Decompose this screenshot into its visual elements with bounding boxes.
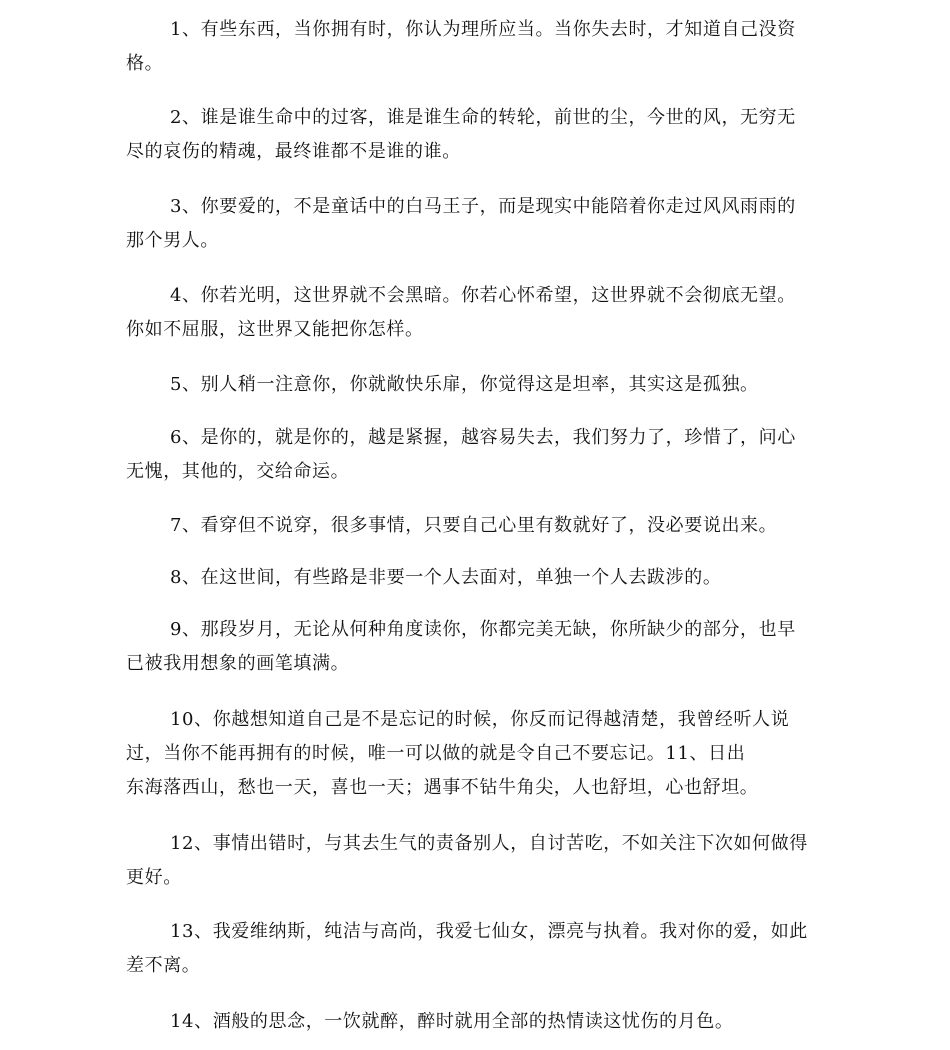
paragraph-14: [82, 1005, 852, 1039]
paragraph-line: 东海落西山，愁也一天，喜也一天；遇事不钻牛角尖，人也舒坦，心也舒坦。: [126, 777, 759, 798]
paragraph-line: 7、看穿但不说穿，很多事情，只要自己心里有数就好了，没必要说出来。: [170, 515, 778, 536]
paragraph-line: 12、事情出错时，与其去生气的责备别人，自讨苦吃，不如关注下次如何做得: [170, 833, 808, 854]
paragraph-line: 已被我用想象的画笔填满。: [126, 653, 350, 674]
paragraph-line: 格。: [126, 53, 164, 74]
paragraph-3: [82, 190, 852, 258]
paragraph-line: 那个男人。: [126, 230, 219, 251]
paragraph-line: 尽的哀伤的精魂，最终谁都不是谁的谁。: [126, 141, 461, 162]
paragraph-2: [82, 101, 852, 169]
paragraph-9: [82, 613, 852, 681]
paragraph-line: 2、谁是谁生命中的过客，谁是谁生命的转轮，前世的尘，今世的风，无穷无: [170, 107, 796, 128]
paragraph-line: 1、有些东西，当你拥有时，你认为理所应当。当你失去时，才知道自己没资: [170, 19, 796, 40]
paragraph-line: 3、你要爱的，不是童话中的白马王子，而是现实中能陪着你走过风风雨雨的: [170, 196, 796, 217]
paragraph-line: 无愧，其他的，交给命运。: [126, 461, 350, 482]
paragraph-line: 9、那段岁月，无论从何种角度读你，你都完美无缺，你所缺少的部分，也早: [170, 619, 796, 640]
paragraph-line: 过，当你不能再拥有的时候，唯一可以做的就是令自己不要忘记。11、日出: [126, 743, 746, 764]
paragraph-10: [82, 703, 852, 805]
paragraph-line: 你如不屈服，这世界又能把你怎样。: [126, 319, 424, 340]
paragraph-7: [82, 509, 852, 543]
paragraph-13: [82, 915, 852, 983]
paragraph-4: [82, 279, 852, 347]
paragraph-line: 8、在这世间，有些路是非要一个人去面对，单独一个人去跋涉的。: [170, 567, 722, 588]
paragraph-line: 10、你越想知道自己是不是忘记的时候，你反而记得越清楚，我曾经听人说: [170, 709, 790, 730]
paragraph-line: 14、酒般的思念，一饮就醉，醉时就用全部的热情读这忧伤的月色。: [170, 1011, 734, 1032]
paragraph-line: 6、是你的，就是你的，越是紧握，越容易失去，我们努力了，珍惜了，问心: [170, 427, 796, 448]
paragraph-line: 13、我爱维纳斯，纯洁与高尚，我爱七仙女，漂亮与执着。我对你的爱，如此: [170, 921, 808, 942]
paragraph-1: [82, 13, 852, 81]
paragraph-line: 更好。: [126, 867, 182, 888]
paragraph-line: 5、别人稍一注意你，你就敞快乐扉，你觉得这是坦率，其实这是孤独。: [170, 374, 759, 395]
paragraph-12: [82, 827, 852, 895]
paragraph-line: 差不离。: [126, 955, 201, 976]
paragraph-8: [82, 561, 852, 595]
paragraph-line: 4、你若光明，这世界就不会黑暗。你若心怀希望，这世界就不会彻底无望。: [170, 285, 796, 306]
paragraph-5: [82, 368, 852, 402]
paragraph-6: [82, 421, 852, 489]
